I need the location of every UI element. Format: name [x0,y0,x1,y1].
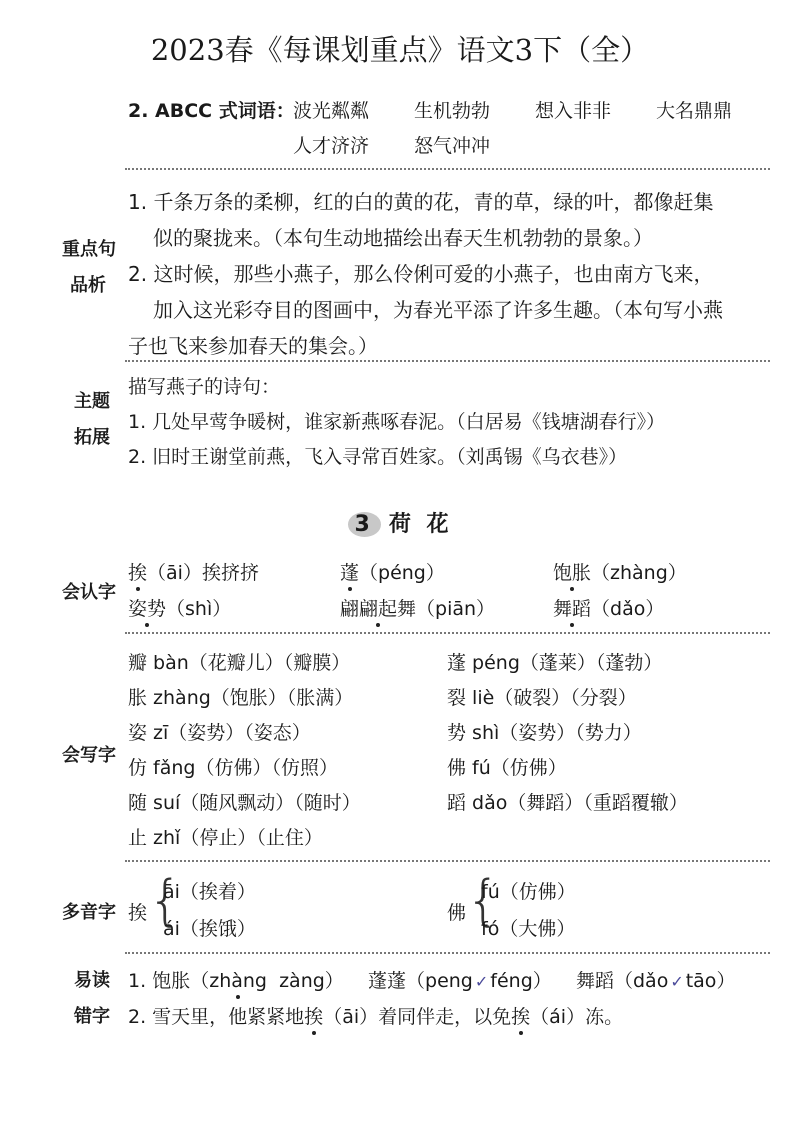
paren: ） [716,970,736,992]
polyphone-char: 佛 [447,902,467,924]
paren: ） [324,970,344,992]
paren: （ [406,970,426,992]
write-item: 佛 fú（仿佛） [447,757,567,779]
page-title: 2023春《每课划重点》语文3下（全） [150,33,650,67]
abcc-label: 2. ABCC 式词语： [128,100,295,122]
word: 挨 [304,1006,324,1028]
section-label: 错字 [74,1006,110,1027]
abcc-word: 大名鼎鼎 [656,100,733,122]
theme-intro: 描写燕子的诗句： [128,376,281,398]
divider [125,952,770,954]
word: 挨 [128,562,148,584]
write-item: 胀 zhàng（饱胀）（胀满） [128,687,354,709]
recognize-item [553,558,687,585]
mistake-line-1 [128,966,735,993]
recognize-item [340,594,495,621]
sentence-text: 冻。 [585,1006,624,1028]
pinyin: （āi） [147,562,202,584]
word: 翩翩起舞 [340,598,417,620]
section-label: 拓展 [74,427,110,448]
pinyin: dǎo [632,970,669,992]
polyphone-reading: fó（大佛） [481,918,576,940]
word: 挨 [511,1006,531,1028]
line-number: 1. [128,970,147,992]
word: 饱胀 [553,562,592,584]
paren: （ [190,970,210,992]
lesson-number: 3 [348,512,381,537]
polyphone-char: 挨 [128,902,148,924]
recognize-item [128,558,259,585]
divider [125,632,770,634]
lesson-heading [0,507,800,538]
sentence-line: 似的聚拢来。（本句生动地描绘出春天生机勃勃的景象。） [153,226,653,250]
section-label: 会认字 [62,582,116,603]
recognize-item [553,594,664,621]
pinyin: （dǎo） [591,598,665,620]
mistake-line-2 [128,1002,623,1029]
polyphone-reading: āi（挨着） [163,881,256,903]
abcc-word: 生机勃勃 [414,100,491,122]
pinyin: （péng） [359,562,445,584]
write-item: 仿 fǎng（仿佛）（仿照） [128,757,338,779]
brace-icon: { [466,869,501,932]
check-icon: ✓ [474,972,489,991]
write-item: 随 suí（随风飘动）（随时） [128,792,361,814]
sentence-line: 1. 千条万条的柔柳，红的白的黄的花，青的草，绿的叶，都像赶集 [128,190,714,214]
pinyin: tāo [685,970,717,992]
recognize-item [340,558,445,585]
check-icon: ✓ [670,972,684,991]
word: 饱胀 [152,970,191,992]
polyphone-reading: ái（挨饿） [163,918,256,940]
brace-icon: { [148,869,183,932]
abcc-word: 波光粼粼 [293,100,370,122]
write-item: 瓣 bàn（花瓣儿）（瓣膜） [128,652,351,674]
write-item: 势 shì（姿势）（势力） [447,722,642,744]
word: 蓬 [340,562,360,584]
section-label: 主题 [74,391,110,412]
abcc-word: 怒气冲冲 [414,135,491,157]
pinyin: peng [425,970,473,992]
section-label: 会写字 [62,745,116,766]
section-label: 品析 [70,275,106,296]
pinyin: （āi） [323,1006,379,1028]
pinyin: zàng [279,970,325,992]
sentence-line: 2. 这时候，那些小燕子，那么伶俐可爱的小燕子，也由南方飞来， [128,262,714,286]
sentence-text: 2. 雪天里，他紧紧地 [128,1006,305,1028]
write-item: 姿 zī（姿势）（姿态） [128,722,311,744]
sentence-line: 子也飞来参加春天的集会。） [128,334,378,358]
write-item: 裂 liè（破裂）（分裂） [447,687,637,709]
write-item: 蓬 péng（蓬莱）（蓬勃） [447,652,663,674]
lesson-title: 荷 花 [388,512,453,537]
word: 舞蹈 [553,598,592,620]
word: 挨挤挤 [201,562,259,584]
divider [125,360,770,362]
pinyin: （zhàng） [591,562,687,584]
write-item: 蹈 dǎo（舞蹈）（重蹈覆辙） [447,792,688,814]
pinyin: （piān） [416,598,496,620]
write-item: 止 zhǐ（停止）（止住） [128,827,323,849]
abcc-word: 人才济济 [293,135,370,157]
abcc-word: 想入非非 [535,100,612,122]
recognize-item [128,594,231,621]
section-label: 多音字 [62,902,116,923]
section-label: 易读 [74,970,110,991]
pinyin: （ái） [530,1006,586,1028]
paren: （ [613,970,633,992]
theme-line: 2. 旧时王谢堂前燕，飞入寻常百姓家。（刘禹锡《乌衣巷》） [128,446,628,468]
sentence-text: 着同伴走，以免 [378,1006,512,1028]
sentence-line: 加入这光彩夺目的图画中，为春光平添了许多生趣。（本句写小燕 [153,298,723,322]
word: 姿势 [128,598,167,620]
pinyin: féng [490,970,533,992]
paren: ） [532,970,552,992]
polyphone-reading: fú（仿佛） [481,881,576,903]
divider [125,860,770,862]
word: 蓬蓬 [367,970,406,992]
divider [125,168,770,170]
theme-line: 1. 几处早莺争暖树，谁家新燕啄春泥。（白居易《钱塘湖春行》） [128,411,666,433]
pinyin: （shì） [166,598,232,620]
word: 舞蹈 [575,970,614,992]
section-label: 重点句 [62,239,116,260]
pinyin: zhàng [209,970,267,992]
